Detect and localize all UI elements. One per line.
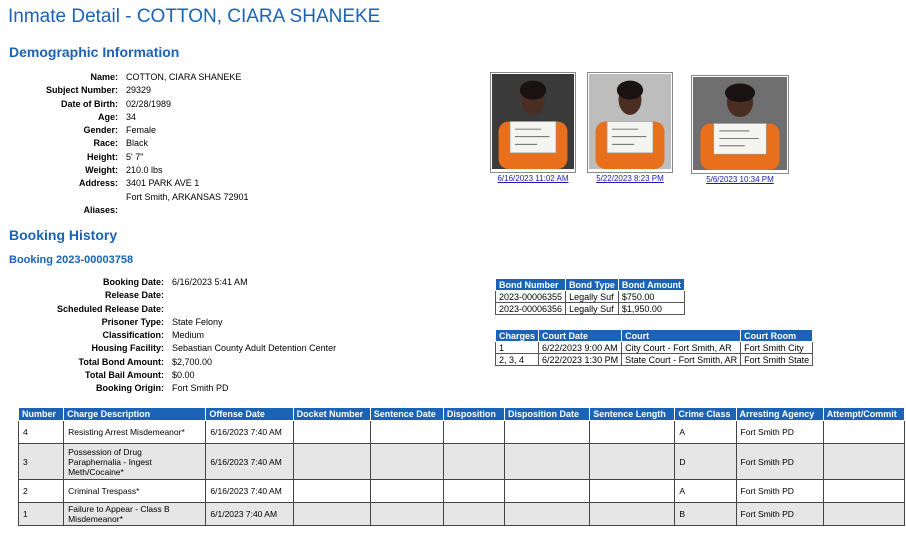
field-row [0,382,336,395]
field-label: Booking Date: [102,277,164,287]
field-label: Classification: [102,330,164,341]
charge-cell: B [675,503,736,526]
charge-header: Arresting Agency [736,408,823,421]
field-value: 02/28/1989 [126,98,172,109]
court-header: Court Date [539,330,622,342]
charge-cell [590,503,675,526]
charge-header-row [19,408,905,421]
mugshot-image[interactable] [691,75,789,174]
field-row [0,164,249,177]
field-label: Aliases: [83,204,118,215]
charge-cell [590,480,675,503]
charge-row [19,480,905,503]
charge-row [19,421,905,444]
field-label: Gender: [83,125,118,136]
field-label: Booking Origin: [96,383,164,394]
field-label: Total Bail Amount: [85,370,164,381]
court-cell: 6/22/2023 9:00 AM [539,342,622,354]
field-row [0,356,336,369]
charge-cell [443,444,504,480]
field-row [0,342,336,355]
court-cell: 2, 3, 4 [496,354,539,366]
booking-title: Booking 2023-00003758 [9,254,134,266]
bond-cell: Legally Suf [566,303,619,315]
field-row [0,71,249,84]
field-row [0,124,249,137]
field-label: Scheduled Release Date: [56,303,164,314]
field-value: $2,700.00 [172,356,213,367]
charges-table [18,407,905,526]
field-label: Total Bond Amount: [78,356,164,367]
mugshot-date-link[interactable]: 5/6/2023 10:34 PM [706,175,774,184]
bond-cell: $750.00 [618,291,684,303]
charge-cell [823,480,904,503]
field-row [0,329,336,342]
charge-cell [823,503,904,526]
field-row [0,111,249,124]
mugshot-date-link[interactable]: 6/16/2023 11:02 AM [497,174,569,183]
charge-cell [293,480,370,503]
charge-cell: A [675,480,736,503]
field-value: $0.00 [172,370,195,381]
field-row [0,151,249,164]
charge-row [19,444,905,480]
charge-cell [823,444,904,480]
booking-history-heading: Booking History [9,227,118,243]
field-value [164,303,172,316]
field-value: Fort Smith PD [172,383,229,394]
charge-cell [505,421,590,444]
court-cell: City Court - Fort Smith, AR [622,342,741,354]
charge-cell: Fort Smith PD [736,480,823,503]
court-cell: Fort Smith State [741,354,813,366]
court-cell: State Court - Fort Smith, AR [622,354,741,366]
demographic-fields [0,71,249,217]
field-row [0,204,249,217]
court-table [495,329,813,366]
court-header: Court [622,330,741,342]
field-row [0,177,249,204]
mugshot-date-link[interactable]: 5/22/2023 8:23 PM [596,174,664,183]
charge-header: Charge Description [64,408,206,421]
charge-cell: 4 [19,421,64,444]
charge-cell [370,480,443,503]
charge-cell: 1 [19,503,64,526]
bond-cell: 2023-00006356 [496,303,566,315]
court-row [496,354,813,366]
charge-cell: Resisting Arrest Misdemeanor* [64,421,206,444]
field-value: 29329 [126,85,152,96]
field-row [0,98,249,111]
field-value [164,289,172,302]
charge-header: Offense Date [206,408,293,421]
field-label: Height: [87,151,118,162]
field-value: 210.0 lbs [126,165,163,176]
charge-cell: 6/16/2023 7:40 AM [206,421,293,444]
field-row [0,316,336,329]
field-value: Sebastian County Adult Detention Center [172,343,337,354]
charge-cell [505,444,590,480]
field-value: COTTON, CIARA SHANEKE [126,72,242,82]
field-row [0,137,249,150]
charge-cell [443,421,504,444]
charge-header: Crime Class [675,408,736,421]
charge-cell [443,480,504,503]
field-label: Date of Birth: [61,98,118,109]
bond-header: Bond Number [496,279,566,291]
mugshot-image[interactable] [490,72,576,173]
page-title: Inmate Detail - COTTON, CIARA SHANEKE [8,6,381,27]
bond-header: Bond Amount [618,279,684,291]
field-label: Prisoner Type: [101,316,164,327]
court-row [496,342,813,354]
field-value: 6/16/2023 5:41 AM [172,277,248,287]
field-value: State Felony [172,316,223,327]
charge-cell [443,503,504,526]
charge-cell: 6/16/2023 7:40 AM [206,444,293,480]
bond-table [495,278,685,315]
court-cell: Fort Smith City [741,342,813,354]
charge-cell [293,421,370,444]
charge-cell [293,503,370,526]
field-label: Weight: [85,165,118,176]
bond-cell: 2023-00006355 [496,291,566,303]
mugshot [691,75,789,184]
bond-cell: Legally Suf [566,291,619,303]
field-value: Black [126,138,149,149]
mugshot [587,72,673,183]
demographic-heading: Demographic Information [9,44,180,60]
charge-cell [505,480,590,503]
charge-cell [590,421,675,444]
bond-header-row [496,279,685,291]
charge-cell: Fort Smith PD [736,444,823,480]
court-header-row [496,330,813,342]
charge-cell: Fort Smith PD [736,503,823,526]
field-label: Subject Number: [45,85,118,96]
field-row [0,369,336,382]
bond-row [496,303,685,315]
charge-cell [370,421,443,444]
court-cell: 6/22/2023 1:30 PM [539,354,622,366]
court-header: Court Room [741,330,813,342]
charge-cell [370,503,443,526]
field-label: Housing Facility: [91,343,164,354]
charge-cell: 6/1/2023 7:40 AM [206,503,293,526]
mugshot [490,72,576,183]
bond-row [496,291,685,303]
bond-cell: $1,950.00 [618,303,684,315]
field-row [0,289,336,302]
charge-cell [823,421,904,444]
field-value: 34 [126,111,137,122]
charge-cell: Possession of Drug Paraphernalia - Ingest Meth/Cocaine* [64,444,206,480]
field-row [0,276,336,289]
charge-cell: D [675,444,736,480]
mugshot-image[interactable] [587,72,673,173]
field-label: Address: [78,178,118,189]
charge-cell [590,444,675,480]
charge-header: Sentence Date [370,408,443,421]
field-row [0,303,336,316]
charge-header: Docket Number [293,408,370,421]
field-value: 5' 7" [126,151,144,162]
court-header: Charges [496,330,539,342]
charge-cell: 3 [19,444,64,480]
booking-fields [0,276,336,396]
charge-cell: A [675,421,736,444]
field-label: Race: [93,138,118,149]
charge-cell: Criminal Trespass* [64,480,206,503]
field-value [118,204,126,217]
charge-row [19,503,905,526]
charge-cell: 2 [19,480,64,503]
field-row [0,84,249,97]
charge-cell [293,444,370,480]
field-label: Age: [98,111,118,122]
field-label: Release Date: [104,290,164,301]
charge-header: Disposition [443,408,504,421]
bond-header: Bond Type [566,279,619,291]
field-value: Medium [172,330,205,341]
charge-cell: Fort Smith PD [736,421,823,444]
charge-header: Number [19,408,64,421]
field-value: 3401 PARK AVE 1 Fort Smith, ARKANSAS 72901 [126,178,249,202]
charge-header: Disposition Date [505,408,590,421]
field-label: Name: [90,72,118,82]
charge-cell: Failure to Appear - Class B Misdemeanor* [64,503,206,526]
charge-header: Attempt/Commit [823,408,904,421]
charge-header: Sentence Length [590,408,675,421]
field-value: Female [126,125,157,136]
charge-cell [505,503,590,526]
court-cell: 1 [496,342,539,354]
charge-cell [370,444,443,480]
charge-cell: 6/16/2023 7:40 AM [206,480,293,503]
